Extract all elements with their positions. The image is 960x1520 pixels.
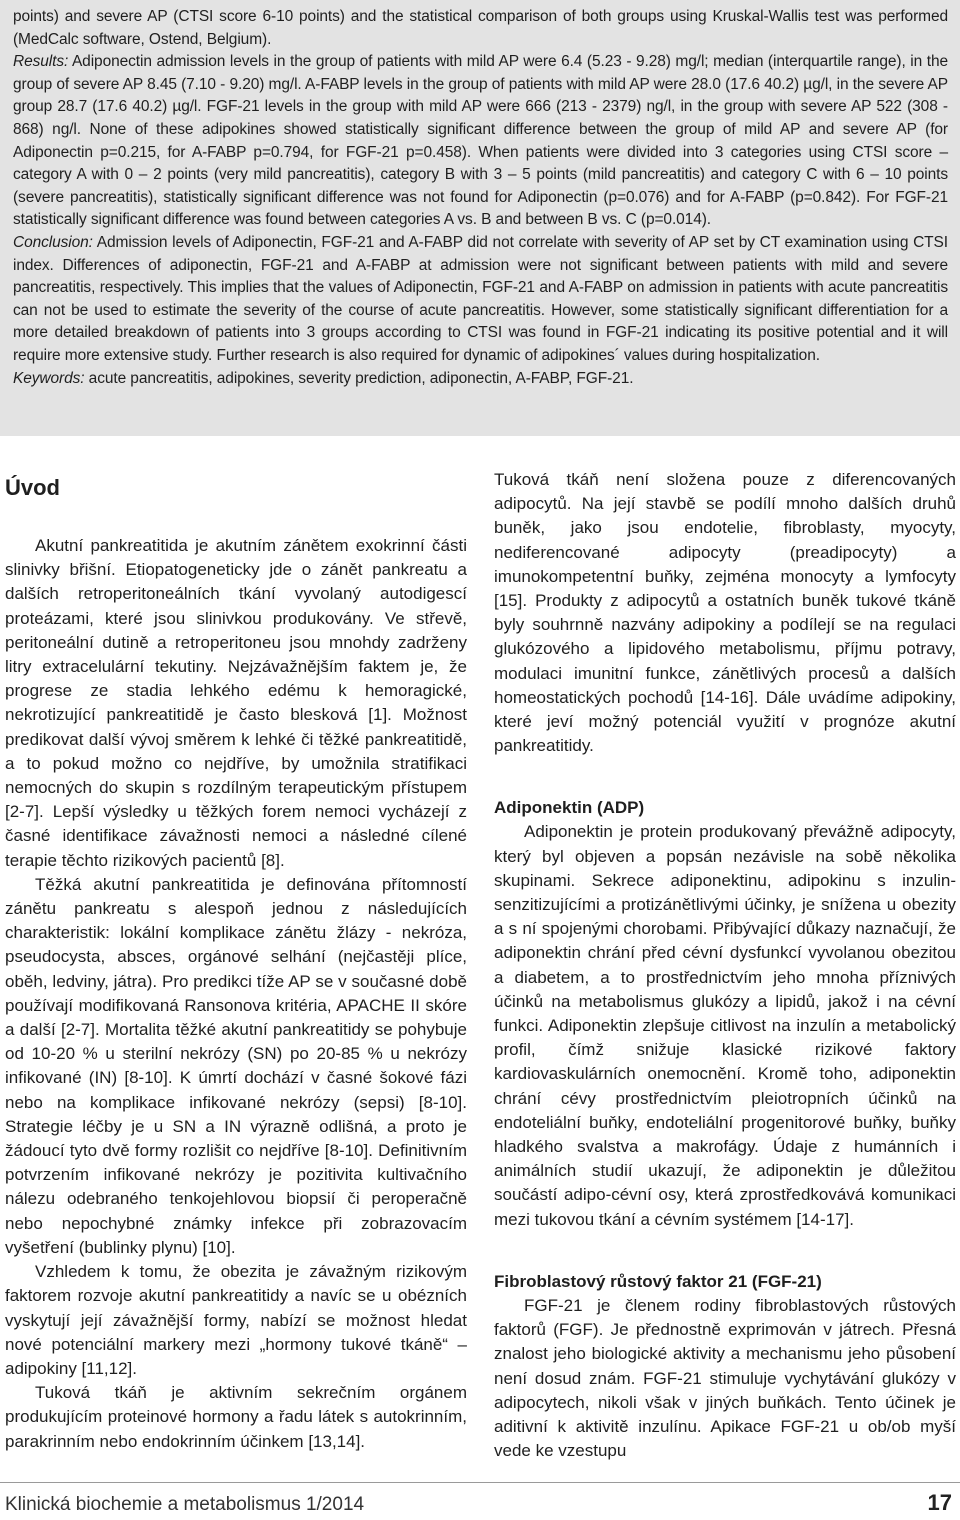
paragraph: Těžká akutní pankreatitida je definována přítomností zánětu pankreatu s alespoň jednou z následujících charakteristik: lokální komplikace zánětu žlázy - nekróza, pseudocysta, absces, orgánové selhání (nejčastěji plíce, oběh, ledviny, játra). Pro predikci tíže AP se v současné době používají modifikovaná Ransonova kritéria, APACHE II skóre a další [2-7]. Mortalita těžké akutní pankreatitidy se pohybuje od 10-20 % u sterilní nekrózy (SN) po 20-85 % u nekrózy infikované (IN) [8-10]. K úmrtí dochází v časné šokové fázi nebo na komplikace infikované nekrózy (sepsi) [8-10]. Strategie léčby je u SN a IN výrazně odlišná, a proto je žádoucí tyto dvě formy rozlišit co nejdříve [8-10]. Definitivním potvrzením infikované nekrózy je pozitivita kultivačního nálezu odebraného tenkojehlovou biopsií či peroperačně nebo nepochybné známky infekce při zobrazovacím vyšetření (bublinky plynu) [10]. [5, 874, 467, 1257]
keywords-label: Keywords: [13, 369, 85, 387]
paragraph: Akutní pankreatitida je akutním zánětem exokrinní části slinivky břišní. Etiopatogeneticky jde o zánět pankreatu a dalších retroperitoneálních tkání vyvolaný autodigescí proteázami, které jsou slinivkou produkovány. Ve střevě, peritoneální dutině a retroperitoneu jsou mnohdy zadrženy litry extracelulární tekutiny. Nejzávažnějším faktem je, že progrese ze stadia lehkého edému k hemoragické, nekrotizující pankreatitidě je často blesková [1]. Možnost predikovat další vývoj směrem k lehké či těžké pankreatitidě, a to pokud možno co nejdříve, by umožnila stratifikaci nemocných do skupin s rozdílným terapeutickým přístupem [2-7]. Lepší výsledky u těžkých forem nemoci vycházejí z časné identifikace závažnosti nemoci a následné cílené terapie těchto rizikových pacientů [8]. [5, 536, 467, 870]
results-label: Results: [13, 53, 69, 71]
subheading-fgf21: Fibroblastový růstový faktor 21 (FGF-21) [494, 1271, 822, 1291]
conclusion-text: Admission levels of Adiponectin, FGF-21 and A-FABP did not correlate with severity of AP set by CT examination using CTSI index. Differences of adiponectin, FGF-21 and A-FABP at admission were not significant between patients with mild and severe pancreatitis, respectively. This implies that the values of Adiponectin, FGF-21 and A-FABP on admission in patients with acute pancreatitis can not be used to estimate the severity of the course of acute pancreatitis. However, some statistically significant differentiation for a more detailed breakdown of patients into 3 groups according to CTSI was found in FGF-21 indicating its positive potential and it will require more extensive study. Further research is also required for dynamic of adipokines´ values during hospitalization. [13, 233, 948, 364]
left-column [5, 468, 467, 1454]
journal-name: Klinická biochemie a metabolismus 1/2014 [5, 1494, 365, 1515]
keywords-text: acute pancreatitis, adipokines, severity prediction, adiponectin, A-FABP, FGF-21. [84, 369, 634, 387]
abstract-box [0, 0, 960, 436]
section-heading-uvod: Úvod [5, 475, 60, 500]
paragraph: Vzhledem k tomu, že obezita je závažným rizikovým faktorem rozvoje akutní pankreatitidy a navíc se u obézních vyskytují její závažnější formy, nabízí se možnost hledat nové potenciální markery mezi „hormony tukové tkáně“ – adipokiny [11,12]. [5, 1262, 467, 1378]
abstract-methods-tail: points) and severe AP (CTSI score 6-10 points) and the statistical comparison of both groups using Kruskal-Wallis test was performed (MedCalc software, Ostend, Belgium). [13, 8, 948, 48]
paragraph: Tuková tkáň je aktivním sekrečním orgánem produkujícím proteinové hormony a řadu látek s autokrinním, parakrinním nebo endokrinním účinkem [13,14]. [5, 1383, 467, 1451]
conclusion-label: Conclusion: [13, 233, 93, 251]
subheading-adiponectin: Adiponektin (ADP) [494, 798, 645, 818]
footer-divider [0, 1482, 960, 1483]
page-number: 17 [927, 1490, 952, 1515]
paragraph: FGF-21 je členem rodiny fibroblastových růstových faktorů (FGF). Je přednostně exprimován v játrech. Přesná znalost jeho biologické aktivity a mechanismu jeho působení není dosud znám. FGF-21 stimuluje vychytávání glukózy v adipocytech, nikoli však v jiných buňkách. Tento účinek je aditivní k aktivitě inzulínu. Apikace FGF-21 u ob/ob myší vede ke vzestupu [494, 1295, 956, 1461]
paragraph: Adiponektin je protein produkovaný převážně adipocyty, který byl objeven a popsán nezávisle na sobě několika skupinami. Sekrece adiponektinu, adipokinu s inzulin-senzitizujícími a protizánětlivými účinky, je snížena u obezity a s ní spojenými chorobami. Přibývající důkazy naznačují, že adiponektin chrání před cévní dysfunkcí vyvolanou obezitou a diabetem, a to prostřednictvím jeho mnoha příznivých účinků na metabolismus glukózy a lipidů, jakož i na cévní funkci. Adiponektin zlepšuje citlivost na inzulín a metabolický profil, čímž snižuje klasické rizikové faktory kardiovaskulárních onemocnění. Kromě toho, adiponektin chrání cévy prostřednictvím pleiotropních účinků na endoteliální buňky, endoteliální progenitorové buňky, buňky hladkého svalstva a makrofágy. Údaje z humánních i animálních studií ukazují, že adiponektin je důležitou součástí adipo-cévní osy, která zprostředkovává komunikaci mezi tukovou tkání a cévním systémem [14-17]. [494, 822, 956, 1229]
right-column [494, 468, 956, 1463]
paragraph: Tuková tkáň není složena pouze z diferencovaných adipocytů. Na její stavbě se podílí mnoho dalších druhů buněk, jako jsou endotelie, fibroblasty, myocyty, nediferencované adipocyty (preadipocyty) a imunokompetentní buňky, zejména monocyty a lymfocyty [15]. Produkty z adipocytů a ostatních buněk tukové tkáně byly souhrnně nazvány adipokiny a podílejí se na regulaci glukózového a lipidového metabolismu, příjmu potravy, modulaci imunitní funkce, zánětlivých procesů a dalších homeostatických pochodů [14-16]. Dále uvádíme adipokiny, které jeví možný potenciál využití v prognóze akutní pankreatitidy. [494, 470, 956, 756]
results-text: Adiponectin admission levels in the group of patients with mild AP were 6.4 (5.23 - 9.28) mg/l; median (interquartile range), in the group of severe AP 8.45 (7.10 - 9.20) mg/l. A-FABP levels in the group of patients with mild AP were 28.0 (17.6 40.2) µg/l, in the severe AP group 28.7 (17.6 40.2) µg/l. FGF-21 levels in the group with mild AP were 666 (213 - 2379) ng/l, in the group with severe AP 522 (308 - 868) ng/l. None of these adipokines showed statistically significant difference between the group of mild AP and severe AP (for Adiponectin p=0.215, for A-FABP p=0.794, for FGF-21 p=0.458). When patients were divided into 3 categories using CTSI score – category A with 0 – 2 points (very mild pancreatitis), category B with 3 – 5 points (mild pancreatitis) and category C with 6 – 10 points (severe pancreatitis), statistically significant difference was not found for Adiponectin (p=0.076) and for A-FABP (p=0.842). For FGF-21 statistically significant difference was found between categories A vs. B and between B vs. C (p=0.014). [13, 53, 948, 229]
abstract-text [13, 6, 948, 390]
